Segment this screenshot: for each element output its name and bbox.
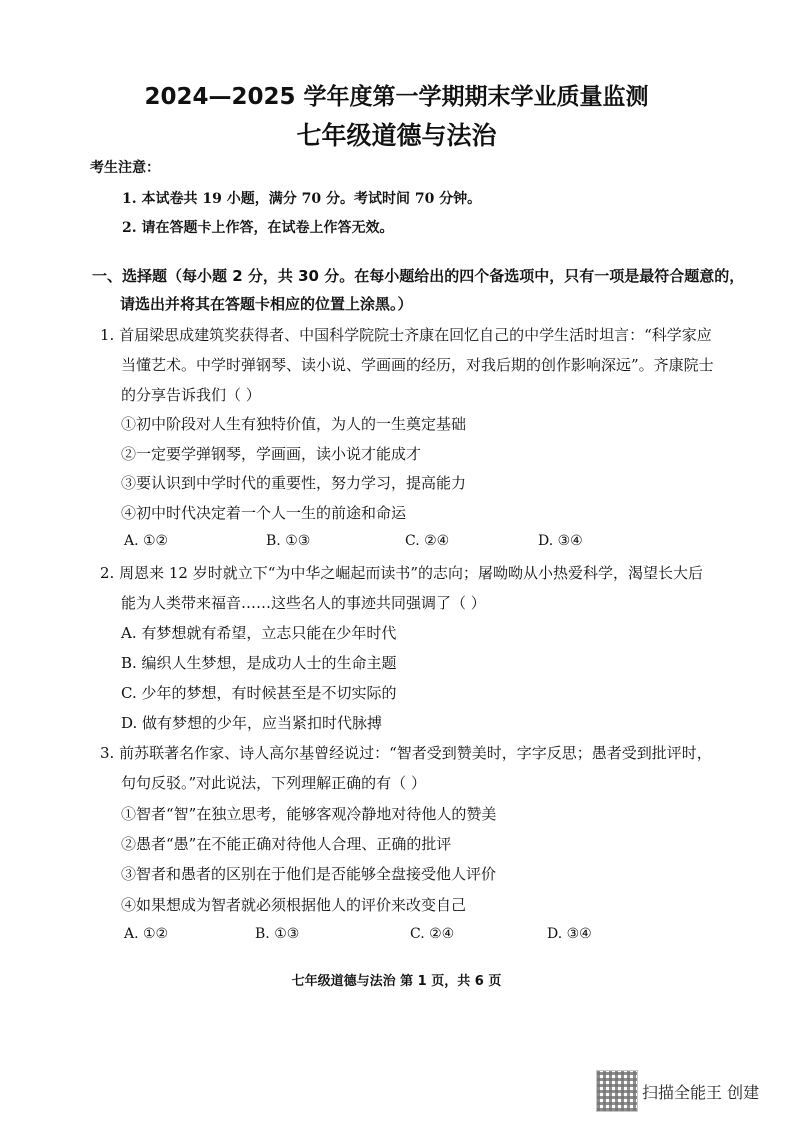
statement: ①初中阶段对人生有独特价值，为人的一生奠定基础 (121, 415, 467, 433)
choice-a: A. 有梦想就有希望，立志只能在少年时代 (121, 624, 397, 642)
question-line: 3. 前苏联著名作家、诗人高尔基曾经说过：“智者受到赞美时，字字反思；愚者受到批评时， (100, 744, 712, 762)
choice-b: B. ①③ (255, 926, 300, 942)
question-line: 句句反驳。”对此说法，下列理解正确的有（ ） (121, 774, 426, 792)
statement: ③要认识到中学时代的重要性，努力学习，提高能力 (121, 474, 467, 492)
choice-c: C. ②④ (410, 926, 455, 942)
choice-d: D. ③④ (547, 926, 592, 942)
choice-b: B. 编织人生梦想，是成功人士的生命主题 (121, 654, 397, 672)
statement: ④如果想成为智者就必须根据他人的评价来改变自己 (121, 896, 467, 914)
scanner-watermark: 扫描全能王 创建 (642, 1083, 760, 1102)
page-subtitle: 七年级道德与法治 (296, 121, 497, 150)
question-line: 当懂艺术。中学时弹钢琴、读小说、学画画的经历，对我后期的创作影响深远”。齐康院士 (121, 356, 714, 374)
page-footer: 七年级道德与法治 第 1 页，共 6 页 (291, 974, 502, 989)
statement: ②一定要学弹钢琴，学画画，读小说才能成才 (121, 445, 422, 463)
question-line: 1. 首届梁思成建筑奖获得者、中国科学院院士齐康在回忆自己的中学生活时坦言：“科学家应 (100, 326, 712, 344)
question-line: 2. 周恩来 12 岁时就立下“为中华之崛起而读书”的志向；屠呦呦从小热爱科学，渴望长大后 (100, 564, 704, 582)
notice-heading: 考生注意： (90, 160, 160, 176)
question-line: 能为人类带来福音……这些名人的事迹共同强调了（ ） (121, 594, 486, 612)
question-line: 的分享告诉我们（ ） (121, 386, 261, 404)
statement: ④初中时代决定着一个人一生的前途和命运 (121, 504, 407, 522)
choice-d: D. 做有梦想的少年，应当紧扣时代脉搏 (121, 714, 383, 732)
statement: ③智者和愚者的区别在于他们是否能够全盘接受他人评价 (121, 865, 497, 883)
choice-c: C. ②④ (405, 533, 450, 549)
statement: ②愚者“愚”在不能正确对待他人合理、正确的批评 (121, 835, 452, 853)
section-heading: 一、选择题（每小题 2 分，共 30 分。在每小题给出的四个备选项中，只有一项是最符合题意的， (92, 267, 745, 285)
choice-b: B. ①③ (266, 533, 311, 549)
choice-c: C. 少年的梦想，有时候甚至是不切实际的 (121, 684, 397, 702)
notice-item-2: 2. 请在答题卡上作答，在试卷上作答无效。 (122, 220, 394, 236)
choice-a: A. ①② (124, 533, 169, 549)
choice-a: A. ①② (124, 926, 169, 942)
choice-d: D. ③④ (538, 533, 583, 549)
page-title: 2024—2025 学年度第一学期期末学业质量监测 (144, 84, 649, 110)
qr-code-icon (596, 1070, 638, 1112)
notice-item-1: 1. 本试卷共 19 小题，满分 70 分。考试时间 70 分钟。 (122, 191, 482, 207)
section-instruction: 请选出并将其在答题卡相应的位置上涂黑。） (120, 295, 413, 313)
statement: ①智者“智”在独立思考，能够客观冷静地对待他人的赞美 (121, 805, 497, 823)
